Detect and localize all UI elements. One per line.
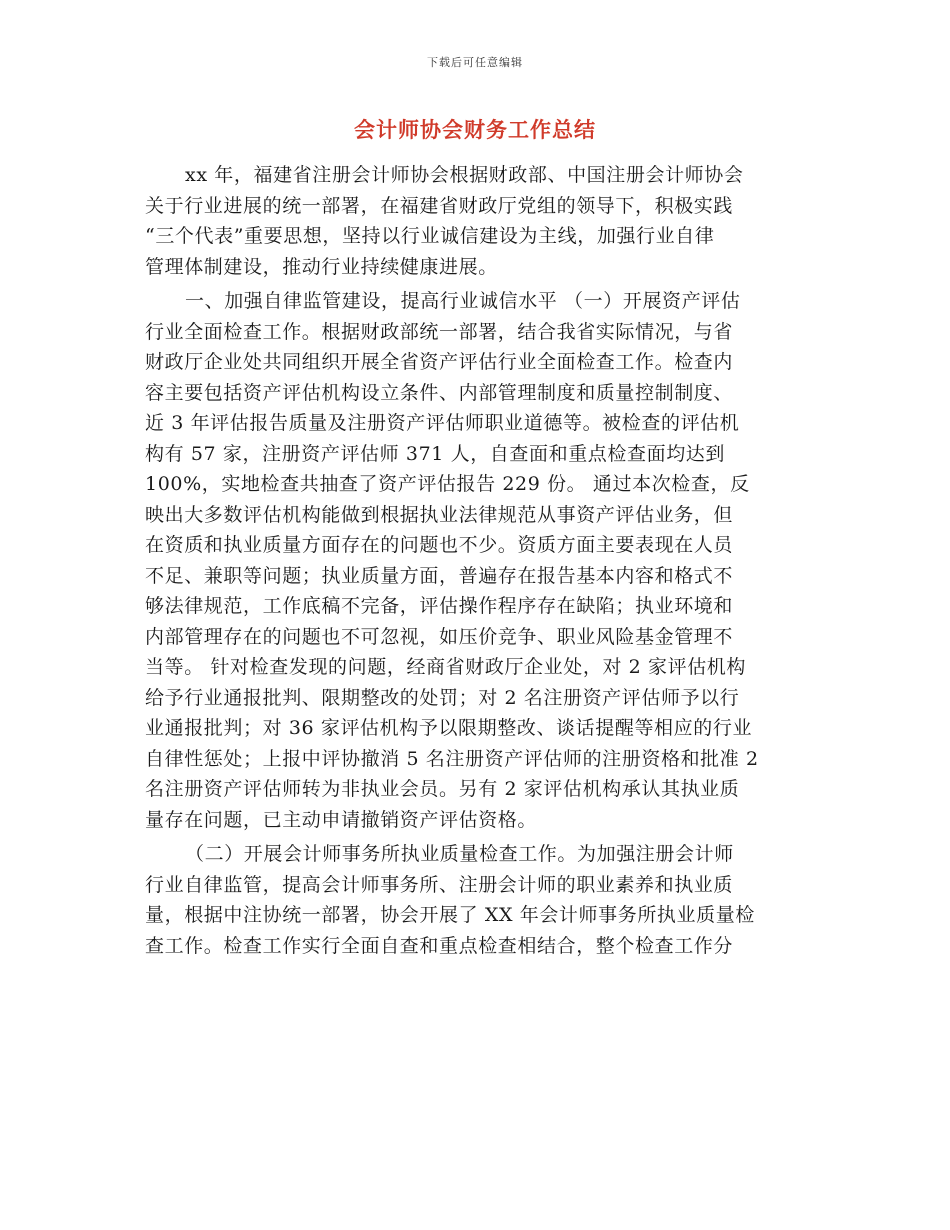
header-note: 下载后可任意编辑 <box>427 56 523 69</box>
body-line: （二）开展会计师事务所执业质量检查工作。为加强注册会计师 <box>185 843 734 865</box>
body-line: 查工作。检查工作实行全面自查和重点检查相结合，整个检查工作分 <box>145 934 734 957</box>
body-line: 行业自律监管，提高会计师事务所、注册会计师的职业素养和执业质 <box>145 873 734 896</box>
body-line: 管理体制建设，推动行业持续健康进展。 <box>145 255 498 278</box>
body-line: “三个代表”重要思想，坚持以行业诚信建设为主线，加强行业自律 <box>145 225 715 247</box>
body-line: 给予行业通报批判、限期整改的处罚；对 2 名注册资产评估师予以行 <box>145 686 740 709</box>
body-line: 100%，实地检查共抽查了资产评估报告 229 份。 通过本次检查，反 <box>145 473 750 495</box>
document-title: 会计师协会财务工作总结 <box>354 117 596 142</box>
body-line: 当等。 针对检查发现的问题，经商省财政厅企业处，对 2 家评估机构 <box>145 656 747 678</box>
body-line: 内部管理存在的问题也不可忽视，如压价竞争、职业风险基金管理不 <box>145 625 734 648</box>
body-line: 一、加强自律监管建设，提高行业诚信水平 （一）开展资产评估 <box>185 290 741 312</box>
body-line: 业通报批判；对 36 家评估机构予以限期整改、谈话提醒等相应的行业 <box>145 717 753 739</box>
body-line: 自律性惩处；上报中评协撤消 5 名注册资产评估师的注册资格和批准 2 <box>145 747 759 770</box>
body-line: 在资质和执业质量方面存在的问题也不少。资质方面主要表现在人员 <box>145 534 734 556</box>
body-line: 映出大多数评估机构能做到根据执业法律规范从事资产评估业务，但 <box>145 503 734 526</box>
body-line: xx 年，福建省注册会计师协会根据财政部、中国注册会计师协会 <box>185 164 744 186</box>
body-line: 关于行业进展的统一部署，在福建省财政厅党组的领导下，积极实践 <box>145 194 734 217</box>
body-line: 不足、兼职等问题；执业质量方面，普遍存在报告基本内容和格式不 <box>145 564 734 587</box>
body-line: 量存在问题，已主动申请撤销资产评估资格。 <box>145 808 538 831</box>
body-line: 财政厅企业处共同组织开展全省资产评估行业全面检查工作。检查内 <box>145 351 734 373</box>
body-line: 容主要包括资产评估机构设立条件、内部管理制度和质量控制制度、 <box>145 381 734 404</box>
body-line: 名注册资产评估师转为非执业会员。另有 2 家评估机构承认其执业质 <box>145 778 740 800</box>
body-line: 构有 57 家，注册资产评估师 371 人，自查面和重点检查面均达到 <box>145 442 726 465</box>
body-line: 行业全面检查工作。根据财政部统一部署，结合我省实际情况，与省 <box>145 320 734 343</box>
body-line: 够法律规范，工作底稿不完备，评估操作程序存在缺陷；执业环境和 <box>145 595 734 617</box>
document-body <box>145 160 805 961</box>
body-line: 近 3 年评估报告质量及注册资产评估师职业道德等。被检查的评估机 <box>145 412 740 434</box>
body-line: 量，根据中注协统一部署，协会开展了 XX 年会计师事务所执业质量检 <box>145 904 755 926</box>
